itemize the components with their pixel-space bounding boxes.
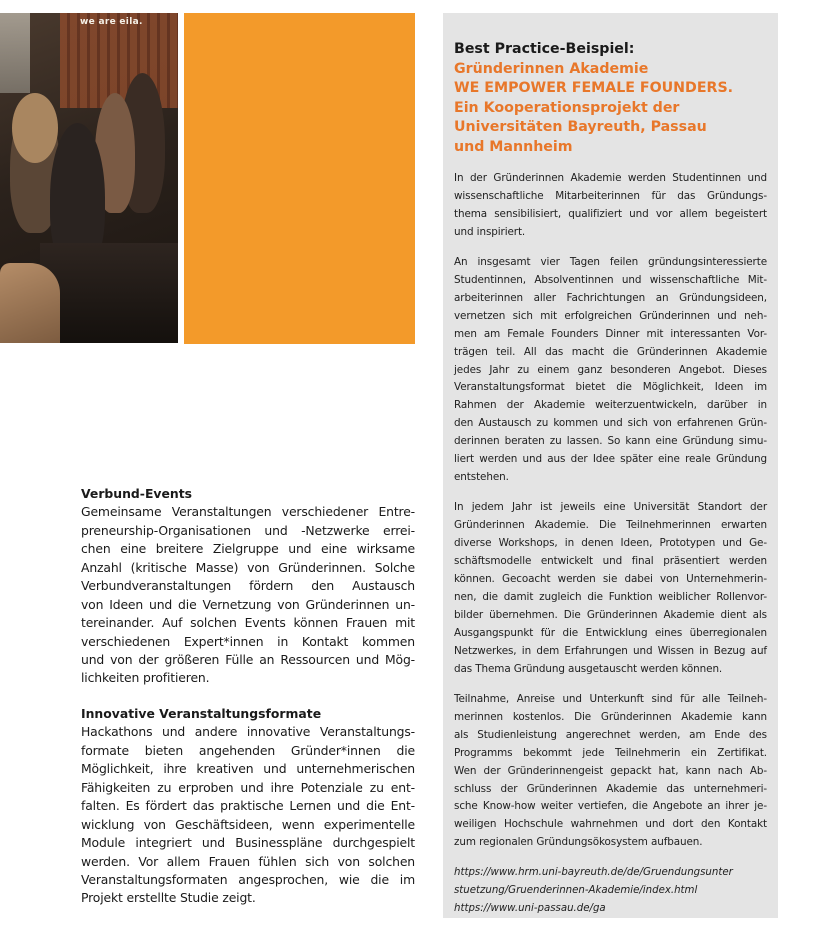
- box-text-line: schäftsmodelle entwickelt und final präsentiert werden: [454, 555, 767, 568]
- photo-chair: [0, 263, 60, 343]
- box-text-line: wissenschaftliche Mitarbeiterinnen für das Gründungs-: [454, 189, 767, 202]
- box-text-line: vernetzen sich mit erfolgreichen Gründerinnen und neh-: [454, 309, 767, 322]
- title-line: und Mannheim: [454, 138, 573, 155]
- box-text-line: In jedem Jahr ist jeweils eine Universität Standort der: [454, 501, 767, 514]
- body-text-line: preneurship-Organisationen und -Netzwerke errei-: [81, 522, 415, 538]
- section-heading-innovative-formate: Innovative Veranstaltungsformate: [81, 705, 322, 721]
- box-text-line: können. Gecoacht werden sie dabei von Unternehmerin-: [454, 573, 767, 586]
- box-text-line: liert werden und aus der Idee später eine reale Gründung: [454, 453, 767, 466]
- box-text-line: Studentinnen, Absolventinnen und wissenschaftliche Mit-: [454, 273, 767, 286]
- photo-person-hair: [12, 93, 58, 163]
- body-text-line: Projekt erstellte Studie zeigt.: [81, 890, 256, 906]
- box-text-line: entstehen.: [454, 471, 509, 484]
- box-text-line: Programms bekommt jede Teilnehmerin ein Zertifikat.: [454, 746, 767, 759]
- body-text-line: werden. Vor allem Frauen fühlen sich von solchen: [81, 853, 415, 869]
- photo-table: [40, 243, 178, 343]
- box-text-line: In der Gründerinnen Akademie werden Studentinnen und: [454, 172, 767, 184]
- orange-color-block: [184, 13, 415, 344]
- section-body-innovative-formate: [81, 723, 415, 908]
- box-paragraph: [454, 170, 767, 242]
- box-text-line: men am Female Founders Dinner mit interessanten Vor-: [454, 327, 767, 340]
- body-text-line: Hackathons und andere innovative Veranstaltungs-: [81, 724, 415, 740]
- best-practice-title: [454, 60, 767, 158]
- box-text-line: schluss der Gründerinnen Akademie das unternehmeri-: [454, 782, 767, 795]
- box-text-line: Teilnahme, Anreise und Unterkunft sind für alle Teilneh-: [454, 692, 767, 705]
- reference-links: [454, 864, 767, 918]
- box-text-line: Gründerinnen Akademie. Die Teilnehmerinnen erwarten: [454, 519, 767, 532]
- box-text-line: Netzwerkes, in dem Erfahrungen und Wissen in Bezug auf: [454, 644, 767, 657]
- box-text-line: Veranstaltungsformat bietet die Möglichkeit, Ideen im: [454, 381, 767, 394]
- best-practice-box: [443, 13, 778, 918]
- body-text-line: und von der größeren Fülle an Ressourcen und Mög-: [81, 652, 415, 668]
- body-text-line: Verbundveranstaltungen fördern den Austausch: [81, 578, 415, 594]
- body-text-line: Anzahl (kritische Masse) von Gründerinnen. Solche: [81, 559, 415, 575]
- body-text-line: formate bieten angehenden Gründer*innen die: [81, 742, 415, 758]
- box-text-line: trägen teil. All das macht die Gründerinnen Akademie: [454, 345, 767, 358]
- box-text-line: weiligen Hochschule wahrnehmen und dort den Kontakt: [454, 818, 767, 831]
- box-text-line: das Thema Gründung ausgetauscht werden können.: [454, 662, 723, 675]
- best-practice-body: [454, 170, 767, 852]
- title-line: WE EMPOWER FEMALE FOUNDERS.: [454, 80, 734, 96]
- box-paragraph: [454, 691, 767, 853]
- box-text-line: zum regionalen Gründungsökosystem aufbauen.: [454, 836, 703, 849]
- box-text-line: sche Know-how weiter vertiefen, die Angebote an ihrer je-: [454, 800, 767, 813]
- box-text-line: arbeiterinnen aller Fachrichtungen an Gründungsideen,: [454, 291, 767, 304]
- event-photo: [0, 13, 178, 343]
- reference-link[interactable]: stuetzung/Gruenderinnen-Akademie/index.html: [454, 885, 698, 897]
- box-text-line: merinnen kostenlos. Die Gründerinnen Akademie kann: [454, 710, 767, 723]
- box-text-line: nen, die damit zugleich die Funktion weiblicher Rollenvor-: [454, 590, 767, 603]
- box-text-line: Rahmen der Akademie weiterzuentwickeln, darüber in: [454, 399, 767, 412]
- box-paragraph: [454, 254, 767, 487]
- reference-link[interactable]: https://www.hrm.uni-bayreuth.de/de/Gruendungsunter: [454, 867, 733, 879]
- body-text-line: Fähigkeiten zu erproben und ihre Potenziale zu ent-: [81, 779, 415, 795]
- body-text-line: Möglichkeit, ihre kreativen und unternehmerischen: [81, 761, 415, 777]
- box-text-line: jedes Jahr zu einem ganz besonderen Angebot. Dieses: [454, 363, 767, 376]
- box-text-line: bilder übernehmen. Die Gründerinnen Akademie dient als: [454, 608, 767, 621]
- box-text-line: den Austausch zu kommen und sich von erfahrenen Grün-: [454, 417, 767, 430]
- section-body-verbund-events: [81, 503, 415, 688]
- body-text-line: von Ideen und die Vernetzung von Gründerinnen un-: [81, 596, 415, 612]
- photo-window: [0, 13, 30, 93]
- box-text-line: Ausgangspunkt für die Entwicklung eines überregionalen: [454, 626, 767, 639]
- box-text-line: diverse Workshops, in denen Ideen, Prototypen und Ge-: [454, 537, 767, 550]
- reference-link[interactable]: https://www.uni-passau.de/ga: [454, 903, 606, 915]
- body-text-line: tereinander. Auf solchen Events können Frauen mit: [81, 615, 415, 631]
- best-practice-label: Best Practice-Beispiel:: [454, 41, 635, 57]
- box-text-line: An insgesamt vier Tagen feilen gründungsinteressierte: [454, 255, 767, 268]
- body-text-line: lichkeiten profitieren.: [81, 670, 210, 686]
- body-text-line: Gemeinsame Veranstaltungen verschiedener Entre-: [81, 504, 415, 520]
- body-text-line: verschiedenen Expert*innen in Kontakt kommen: [81, 633, 415, 649]
- body-text-line: wicklung von Geschäftsideen, wenn experimentelle: [81, 816, 415, 832]
- box-text-line: Wen der Gründerinnengeist gepackt hat, kann nach Ab-: [454, 764, 767, 777]
- box-text-line: thema sensibilisiert, qualifiziert und vor allem begeistert: [454, 207, 767, 220]
- body-text-line: Veranstaltungsformaten angesprochen, wie die im: [81, 871, 415, 887]
- left-text-column: [81, 485, 415, 925]
- box-paragraph: [454, 499, 767, 679]
- body-text-line: falten. Es fördert das praktische Lernen und die Ent-: [81, 798, 415, 814]
- box-text-line: und inspiriert.: [454, 225, 526, 238]
- body-text-line: Module integriert und Businesspläne durchgespielt: [81, 835, 415, 851]
- title-line: Ein Kooperationsprojekt der: [454, 99, 680, 116]
- box-text-line: als Studienleistung angerechnet werden, am Ende des: [454, 728, 767, 741]
- title-line: Gründerinnen Akademie: [454, 60, 649, 77]
- photo-wall-sign: we are eila.: [80, 17, 143, 27]
- body-text-line: chen eine breitere Zielgruppe und eine wirksame: [81, 541, 415, 557]
- box-text-line: derinnen beraten zu lassen. So kann eine Gründung simu-: [454, 435, 767, 448]
- title-line: Universitäten Bayreuth, Passau: [454, 119, 707, 135]
- section-heading-verbund-events: Verbund-Events: [81, 486, 193, 501]
